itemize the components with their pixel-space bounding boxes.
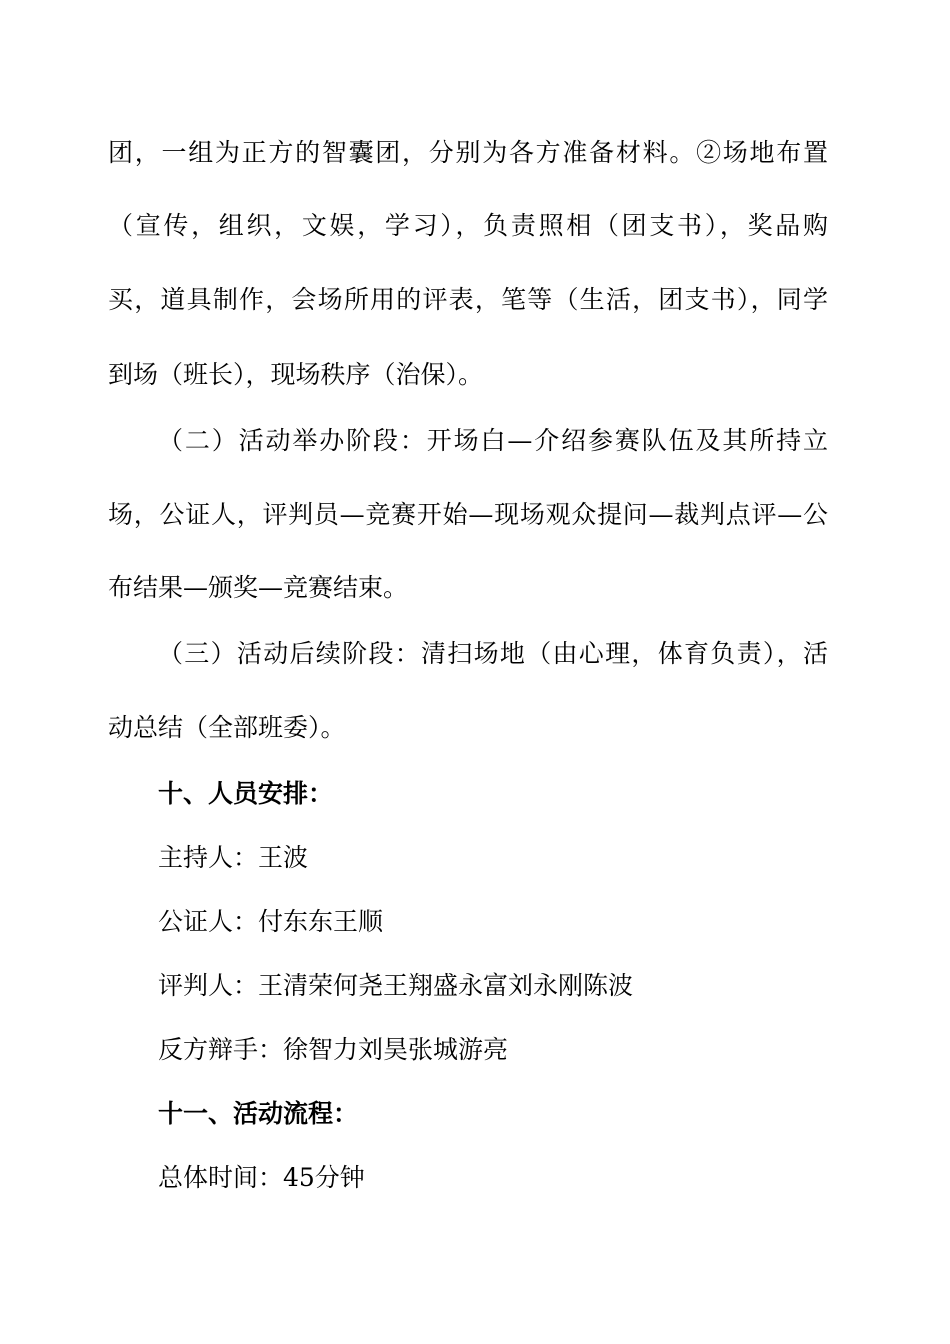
section-heading: 十一、活动流程：	[158, 1099, 359, 1128]
paragraph-line: （宣传，组织，文娱，学习），负责照相（团支书），奖品购	[108, 211, 828, 240]
paragraph-line: （三）活动后续阶段：清扫场地（由心理，体育负责），活	[158, 639, 828, 668]
paragraph-line: 买，道具制作，会场所用的评表，笔等（生活，团支书），同学	[108, 285, 828, 314]
list-item: 公证人：付东东王顺	[158, 907, 384, 936]
paragraph-line: 团，一组为正方的智囊团，分别为各方准备材料。②场地布置	[108, 138, 828, 167]
list-item: 反方辩手：徐智力刘昊张城游亮	[158, 1035, 509, 1064]
list-item: 主持人：王波	[158, 843, 309, 872]
paragraph-line: 动总结（全部班委）。	[108, 713, 346, 742]
list-item: 评判人：王清荣何尧王翔盛永富刘永刚陈波	[158, 971, 634, 1000]
paragraph-line: 场，公证人，评判员—竞赛开始—现场观众提问—裁判点评—公	[108, 500, 828, 529]
paragraph-line: （二）活动举办阶段：开场白—介绍参赛队伍及其所持立	[158, 426, 828, 455]
paragraph-line: 布结果—颁奖—竞赛结束。	[108, 573, 409, 602]
paragraph-line: 到场（班长），现场秩序（治保）。	[108, 360, 484, 389]
list-item: 总体时间：45分钟	[158, 1163, 365, 1192]
section-heading: 十、人员安排：	[158, 779, 334, 808]
